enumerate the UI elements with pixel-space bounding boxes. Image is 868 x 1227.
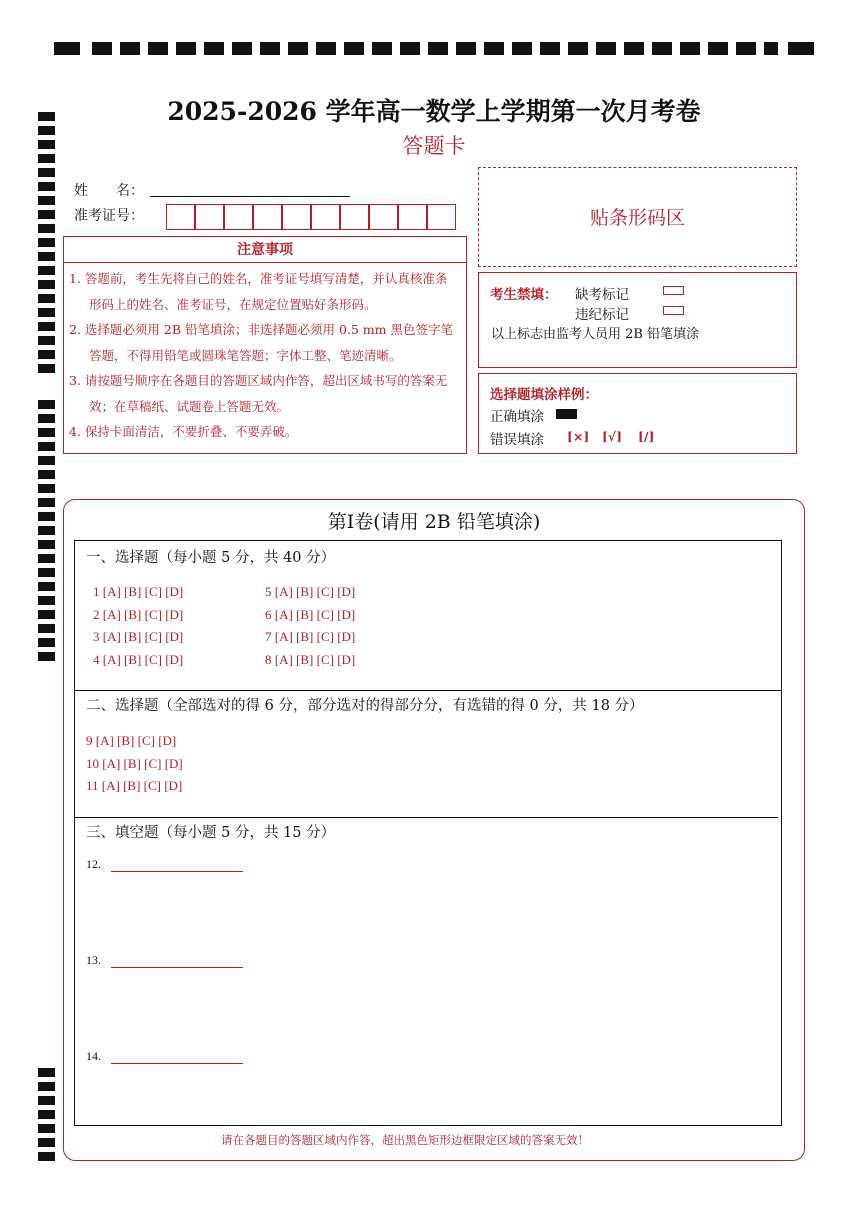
choice-row[interactable]: 2 [A] [B] [C] [D]	[93, 606, 184, 622]
choice-row[interactable]: 11 [A] [B] [C] [D]	[86, 778, 183, 794]
answer-blank[interactable]	[111, 871, 243, 872]
choice-row[interactable]: 1 [A] [B] [C] [D]	[93, 584, 184, 599]
prohibited-note: 以上标志由监考人员用 2B 铅笔填涂	[491, 327, 700, 342]
prohibited-box	[478, 272, 797, 368]
choice-row[interactable]: 9 [A] [B] [C] [D]	[86, 733, 177, 748]
note-line: 1. 答题前，考生先将自己的姓名，准考证号填写清楚，并认真核准条	[69, 271, 448, 286]
prohibited-heading: 考生禁填：	[490, 287, 558, 303]
section2-choices	[86, 730, 183, 798]
choice-row[interactable]: 6 [A] [B] [C] [D]	[265, 606, 356, 622]
page-title: 2025-2026 学年高一数学上学期第一次月考卷	[167, 97, 701, 126]
name-field[interactable]	[150, 196, 350, 197]
absent-checkbox[interactable]	[663, 286, 684, 295]
notes-heading: 注意事项	[64, 237, 466, 263]
correct-fill-label: 正确填涂	[490, 409, 544, 425]
note-line: 2. 选择题必须用 2B 铅笔填涂；非选择题必须用 0.5 mm 黑色签字笔	[69, 322, 453, 337]
barcode-area	[478, 167, 797, 267]
footer-note: 请在各题目的答题区域内作答，超出黑色矩形边框限定区域的答案无效！	[221, 1133, 589, 1147]
fill-example-box	[478, 373, 797, 454]
violation-checkbox[interactable]	[663, 306, 684, 315]
choice-row[interactable]: 4 [A] [B] [C] [D]	[93, 652, 184, 668]
note-line: 形码上的姓名、准考证号，在规定位置贴好条形码。	[89, 296, 377, 312]
choice-row[interactable]: 3 [A] [B] [C] [D]	[93, 629, 184, 645]
notes-box	[63, 236, 467, 454]
fill-example-heading: 选择题填涂样例：	[490, 387, 598, 403]
answer-blank[interactable]	[111, 967, 243, 968]
choice-row[interactable]: 10 [A] [B] [C] [D]	[86, 755, 183, 771]
blank-number: 14.	[86, 1049, 101, 1063]
choice-row[interactable]: 7 [A] [B] [C] [D]	[265, 629, 356, 645]
wrong-mark-slash: [/]	[638, 429, 655, 444]
wrong-mark-x: [×]	[567, 429, 590, 444]
exam-id-label: 准考证号：	[74, 208, 144, 224]
wrong-fill-label: 错误填涂	[490, 432, 544, 448]
absent-label: 缺考标记	[575, 287, 629, 303]
answer-blank[interactable]	[111, 1063, 243, 1064]
section1-heading: 一、选择题（每小题 5 分，共 40 分）	[86, 550, 336, 566]
note-line: 3. 请按题号顺序在各题目的答题区域内作答，超出区域书写的答案无	[69, 373, 448, 388]
page-subtitle: 答题卡	[402, 134, 466, 158]
section2-heading: 二、选择题（全部选对的得 6 分，部分选对的得部分分，有选错的得 0 分，共 18 分）	[86, 698, 644, 714]
section3-heading: 三、填空题（每小题 5 分，共 15 分）	[86, 825, 336, 841]
divider	[74, 690, 782, 691]
violation-label: 违纪标记	[575, 307, 629, 323]
correct-fill-mark	[556, 409, 577, 419]
divider	[74, 817, 778, 818]
section1-right-column	[265, 581, 355, 672]
blank-number: 13.	[86, 953, 101, 967]
section1-left-column	[93, 581, 183, 672]
note-line: 效；在草稿纸、试题卷上答题无效。	[89, 398, 290, 414]
barcode-label: 贴条形码区	[589, 207, 685, 229]
choice-row[interactable]: 8 [A] [B] [C] [D]	[265, 652, 356, 668]
note-line: 4. 保持卡面清洁，不要折叠、不要弄破。	[69, 424, 298, 439]
wrong-mark-check: [√]	[602, 429, 623, 444]
part1-title: 第Ⅰ卷(请用 2B 铅笔填涂)	[327, 511, 541, 533]
name-label: 姓 名：	[74, 183, 144, 199]
choice-row[interactable]: 5 [A] [B] [C] [D]	[265, 584, 356, 599]
blank-number: 12.	[86, 857, 101, 871]
note-line: 答题，不得用铅笔或圆珠笔答题；字体工整、笔迹清晰。	[89, 347, 402, 363]
